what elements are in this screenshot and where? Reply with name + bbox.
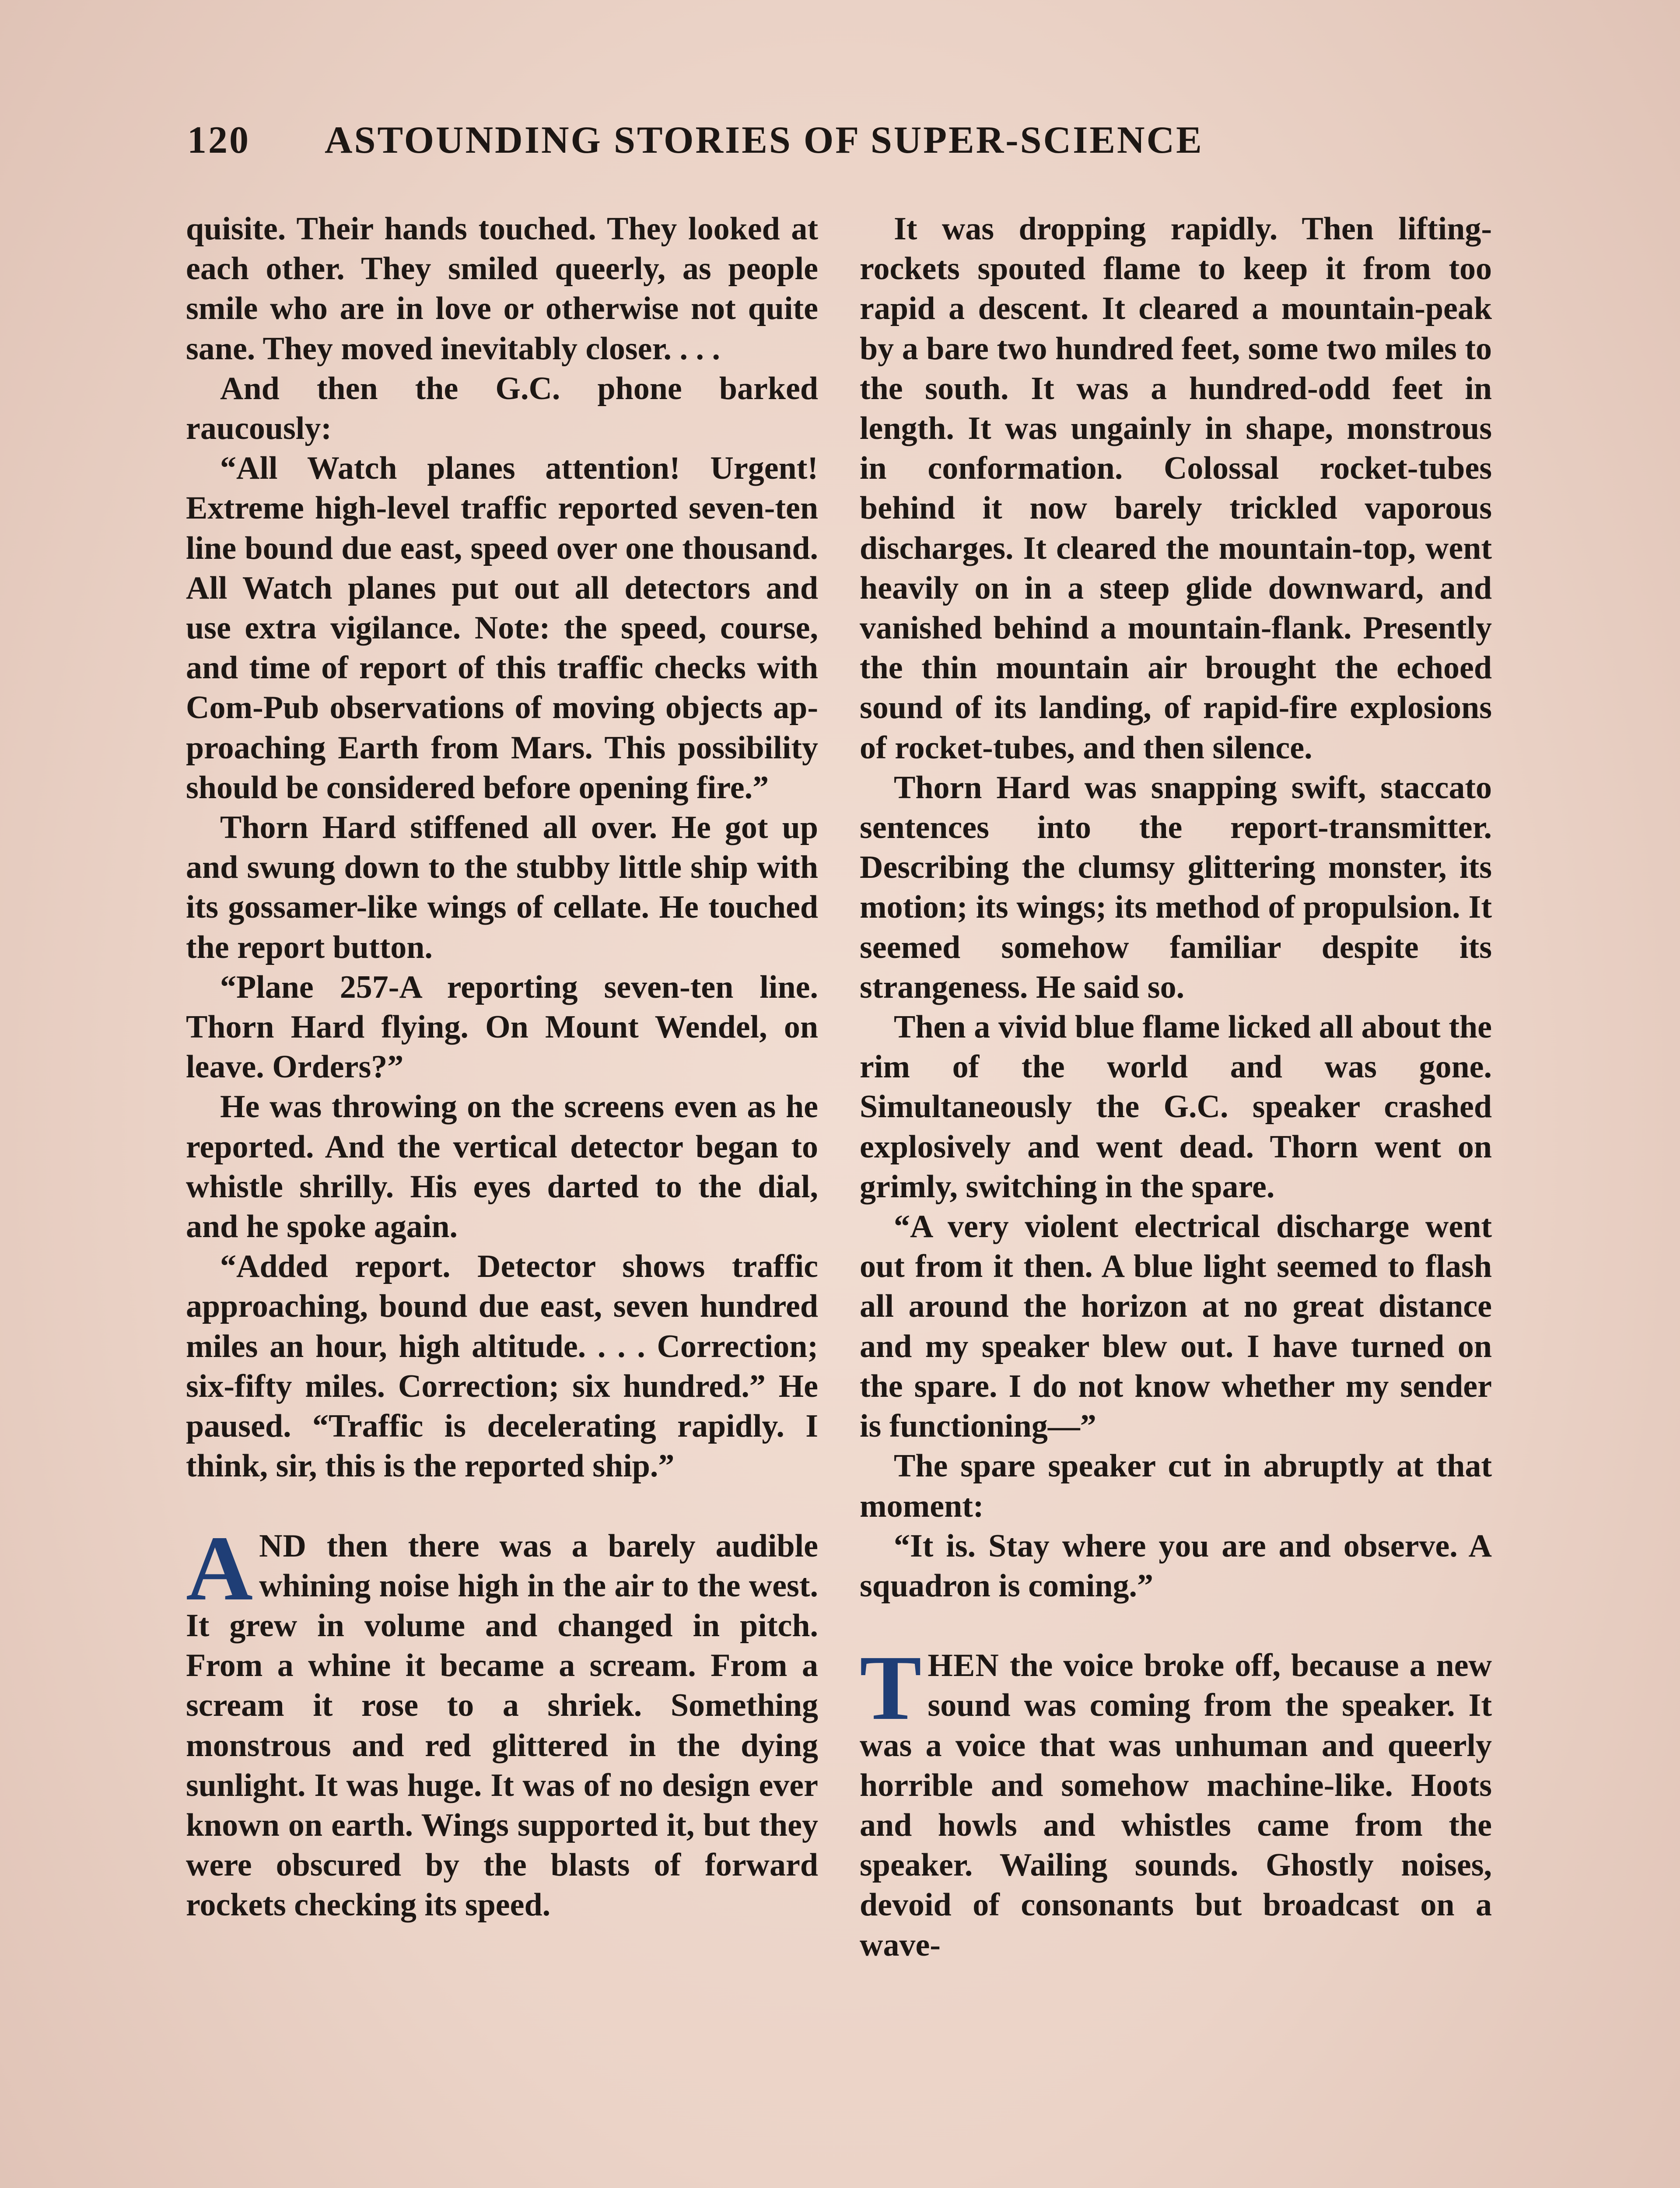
paragraph: Thorn Hard stiffened all over. He got up and swung down to the stubby little ship with its gossamer-like wings of cellate. He touched the report button. <box>186 810 818 965</box>
left-column <box>186 209 818 1925</box>
paragraph: It was dropping rapidly. Then lifting-rockets spouted flame to keep it from too rapid a descent. It cleared a mountain-peak by a bare two hundred feet, some two miles to the south. It was a hundred-odd feet in length. It was ungainly in shape, monstrous in conformation. Colossal rocket-tubes behind it now barely trickled vaporous discharges. It cleared the mountain-top, went heavily on in a steep glide downward, and vanished behind a mountain-flank. Presently the thin mountain air brought the echoed sound of its landing, of rapid-fire explosions of rocket-tubes, and then silence. <box>860 211 1492 766</box>
right-column <box>860 209 1492 1965</box>
section-text: the voice broke off, because a new sound was coming from the speaker. It was a voice that was unhuman and queerly horrible and somehow machine-like. Hoots and howls and whistles came from the speaker. Wailing sounds. Ghostly noises, devoid of consonants but broadcast on a wave- <box>860 1648 1492 1963</box>
paragraph: And then the G.C. phone barked raucously: <box>186 370 818 447</box>
section-paragraph <box>860 1636 1492 1965</box>
paragraph: “Plane 257-A reporting seven-ten line. Thorn Hard flying. On Mount Wendel, on leave. Orders?” <box>186 969 818 1085</box>
running-title: ASTOUNDING STORIES OF SUPER-SCIENCE <box>325 119 1204 161</box>
paragraph: “A very violent electrical discharge went out from it then. A blue light seemed to flash all around the horizon at no great distance and my speaker blew out. I have turned on the spare. I do not know whether my sender is functioning—” <box>860 1209 1492 1445</box>
section-text: then there was a barely audible whining noise high in the air to the west. It grew in volume and changed in pitch. From a whine it became a scream. From a scream it rose to a shriek. Something monstrous and red glittered in the dying sunlight. It was huge. It was of no design ever known on earth. Wings supported it, but they were obscured by the blasts of forward rockets checking its speed. <box>186 1528 818 1923</box>
page-number: 120 <box>187 119 250 161</box>
drop-cap: A <box>186 1516 253 1620</box>
paragraph: Then a vivid blue flame licked all about the rim of the world and was gone. Simultaneously the G.C. speaker crashed explosively and went dead. Thorn went on grimly, switching in the spare. <box>860 1009 1492 1205</box>
paragraph: quisite. Their hands touched. They looked at each other. They smiled queerly, as people smile who are in love or otherwise not quite sane. They moved inevitably closer. . . . <box>186 211 818 367</box>
paragraph: “It is. Stay where you are and observe. A squadron is coming.” <box>860 1528 1492 1604</box>
page-header <box>187 118 1334 175</box>
drop-cap: T <box>860 1636 922 1739</box>
section-lead-caps: HEN <box>928 1648 999 1684</box>
paragraph: The spare speaker cut in abruptly at that moment: <box>860 1448 1492 1524</box>
section-paragraph <box>186 1516 818 1925</box>
section-lead-caps: ND <box>259 1528 307 1564</box>
paragraph: Thorn Hard was snapping swift, staccato sentences into the report-transmitter. Describing the clumsy glittering monster, its motion; its wings; its method of propulsion. It seemed somehow familiar despite its strangeness. He said so. <box>860 769 1492 1005</box>
paragraph: “All Watch planes attention! Urgent! Extreme high-level traffic reported seven-ten line bound due east, speed over one thousand. All Watch planes put out all detectors and use extra vigilance. Note: the speed, course, and time of report of this traffic checks with Com-Pub observations of moving objects approaching Earth from Mars. This possibility should be considered before opening fire.” <box>186 450 818 806</box>
paragraph: He was throwing on the screens even as he reported. And the vertical detector began to whistle shrilly. His eyes darted to the dial, and he spoke again. <box>186 1089 818 1245</box>
paragraph: “Added report. Detector shows traffic approaching, bound due east, seven hundred miles an hour, high altitude. . . . Correction; six-fifty miles. Correction; six hundred.” He paused. “Traffic is decelerating rapidly. I think, sir, this is the reported ship.” <box>186 1248 818 1484</box>
